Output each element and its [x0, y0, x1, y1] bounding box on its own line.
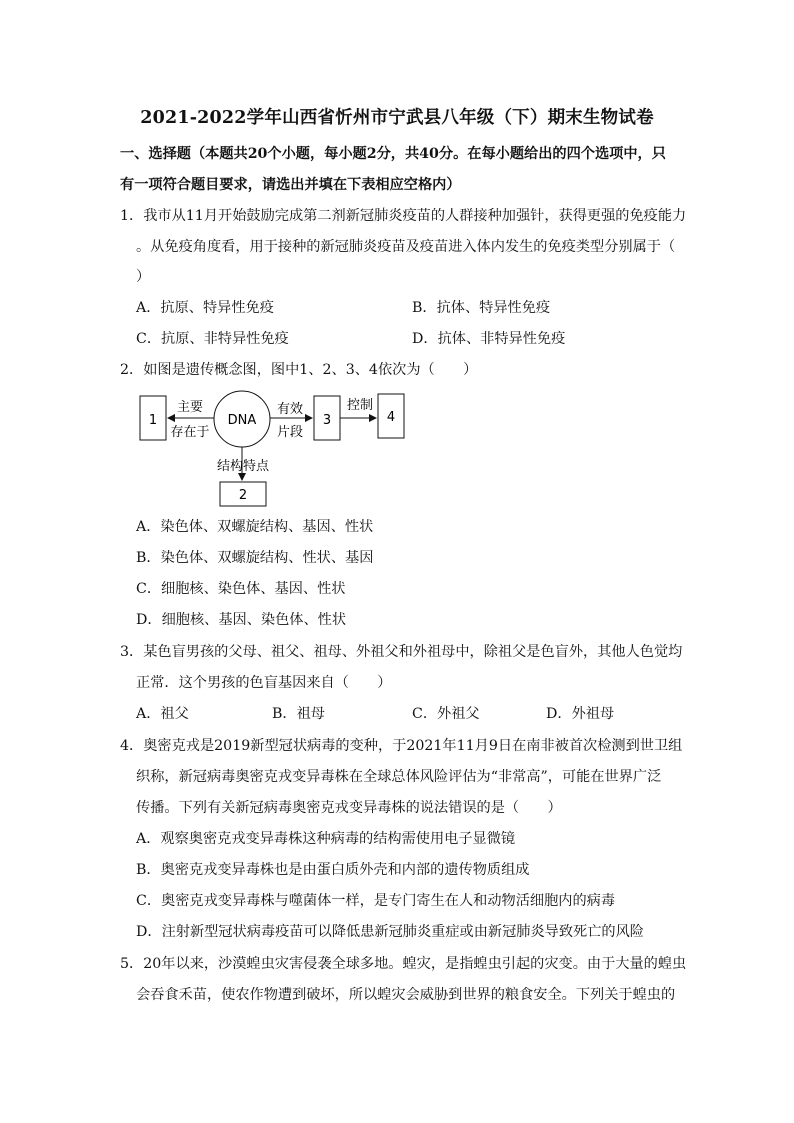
- section-heading-line1: 一、选择题（本题共20个小题，每小题2分，共40分。在每小题给出的四个选项中，只: [120, 146, 666, 162]
- q3-stem-line2: 正常．这个男孩的色盲基因来自（ ）: [136, 675, 392, 691]
- q4-stem-line3: 传播。下列有关新冠病毒奥密克戎变异毒株的说法错误的是（ ）: [136, 800, 562, 816]
- q4-option-a: A．观察奥密克戎变异毒株这种病毒的结构需使用电子显微镜: [136, 831, 516, 847]
- q2-option-c: C．细胞核、染色体、基因、性状: [136, 581, 346, 597]
- q3-option-a: A．祖父: [136, 706, 189, 722]
- q5-stem-line2: 会吞食禾苗，使农作物遭到破坏，所以蝗灾会威胁到世界的粮食安全。下列关于蝗虫的: [136, 987, 676, 1003]
- q4-option-c: C．奥密克戎变异毒株与噬菌体一样，是专门寄生在人和动物活细胞内的病毒: [136, 893, 616, 909]
- diagram-box-4-label: 4: [386, 410, 396, 425]
- q4-option-d: D．注射新型冠状病毒疫苗可以降低患新冠肺炎重症或由新冠肺炎导致死亡的风险: [136, 924, 644, 940]
- genetics-concept-diagram: [0, 390, 794, 520]
- q1-stem-line2: 。从免疫角度看，用于接种的新冠肺炎疫苗及疫苗进入体内发生的免疫类型分别属于（: [136, 239, 676, 255]
- diagram-label-control: 控制: [346, 398, 374, 413]
- q2-stem: 2．如图是遗传概念图，图中1、2、3、4依次为（ ）: [120, 362, 478, 378]
- q4-stem-line2: 织称，新冠病毒奥密克戎变异毒株在全球总体风险评估为“非常高”，可能在世界广泛: [136, 769, 662, 785]
- diagram-label-effective: 有效: [276, 402, 304, 417]
- diagram-label-structure: 结构特点: [216, 459, 270, 474]
- diagram-dna-label: DNA: [227, 413, 257, 428]
- q3-stem-line1: 3．某色盲男孩的父母、祖父、祖母、外祖父和外祖母中，除祖父是色盲外，其他人色觉均: [120, 644, 683, 660]
- q3-option-c: C．外祖父: [412, 706, 480, 722]
- q4-stem-line1: 4．奥密克戎是2019新型冠状病毒的变种，于2021年11月9日在南非被首次检测到世卫组: [120, 738, 683, 754]
- diagram-label-exists-in: 存在于: [170, 425, 210, 440]
- q3-option-b: B．祖母: [272, 706, 325, 722]
- q4-option-b: B．奥密克戎变异毒株也是由蛋白质外壳和内部的遗传物质组成: [136, 862, 530, 878]
- q1-option-d: D．抗体、非特异性免疫: [412, 331, 566, 347]
- page-title: 2021-2022学年山西省忻州市宁武县八年级（下）期末生物试卷: [140, 108, 654, 128]
- diagram-box-2-label: 2: [238, 488, 248, 503]
- q1-option-c: C．抗原、非特异性免疫: [136, 331, 289, 347]
- q3-option-d: D．外祖母: [546, 706, 615, 722]
- diagram-box-3-label: 3: [322, 413, 332, 428]
- q1-stem-line1: 1．我市从11月开始鼓励完成第二剂新冠肺炎疫苗的人群接种加强针，获得更强的免疫能力: [120, 208, 687, 224]
- q1-stem-line3: ）: [136, 269, 151, 285]
- diagram-box-1-label: 1: [148, 413, 158, 428]
- diagram-label-segment: 片段: [276, 425, 304, 440]
- q5-stem-line1: 5．20年以来，沙漠蝗虫灾害侵袭全球多地。蝗灾，是指蝗虫引起的灾变。由于大量的蝗虫: [120, 956, 687, 972]
- q1-option-a: A．抗原、特异性免疫: [136, 300, 274, 316]
- section-heading-line2: 有一项符合题目要求，请选出并填在下表相应空格内）: [120, 177, 461, 193]
- diagram-label-main: 主要: [176, 400, 204, 415]
- q2-option-b: B．染色体、双螺旋结构、性状、基因: [136, 550, 374, 566]
- q2-option-a: A．染色体、双螺旋结构、基因、性状: [136, 519, 374, 535]
- q1-option-b: B．抗体、特异性免疫: [412, 300, 551, 316]
- q2-option-d: D．细胞核、基因、染色体、性状: [136, 612, 347, 628]
